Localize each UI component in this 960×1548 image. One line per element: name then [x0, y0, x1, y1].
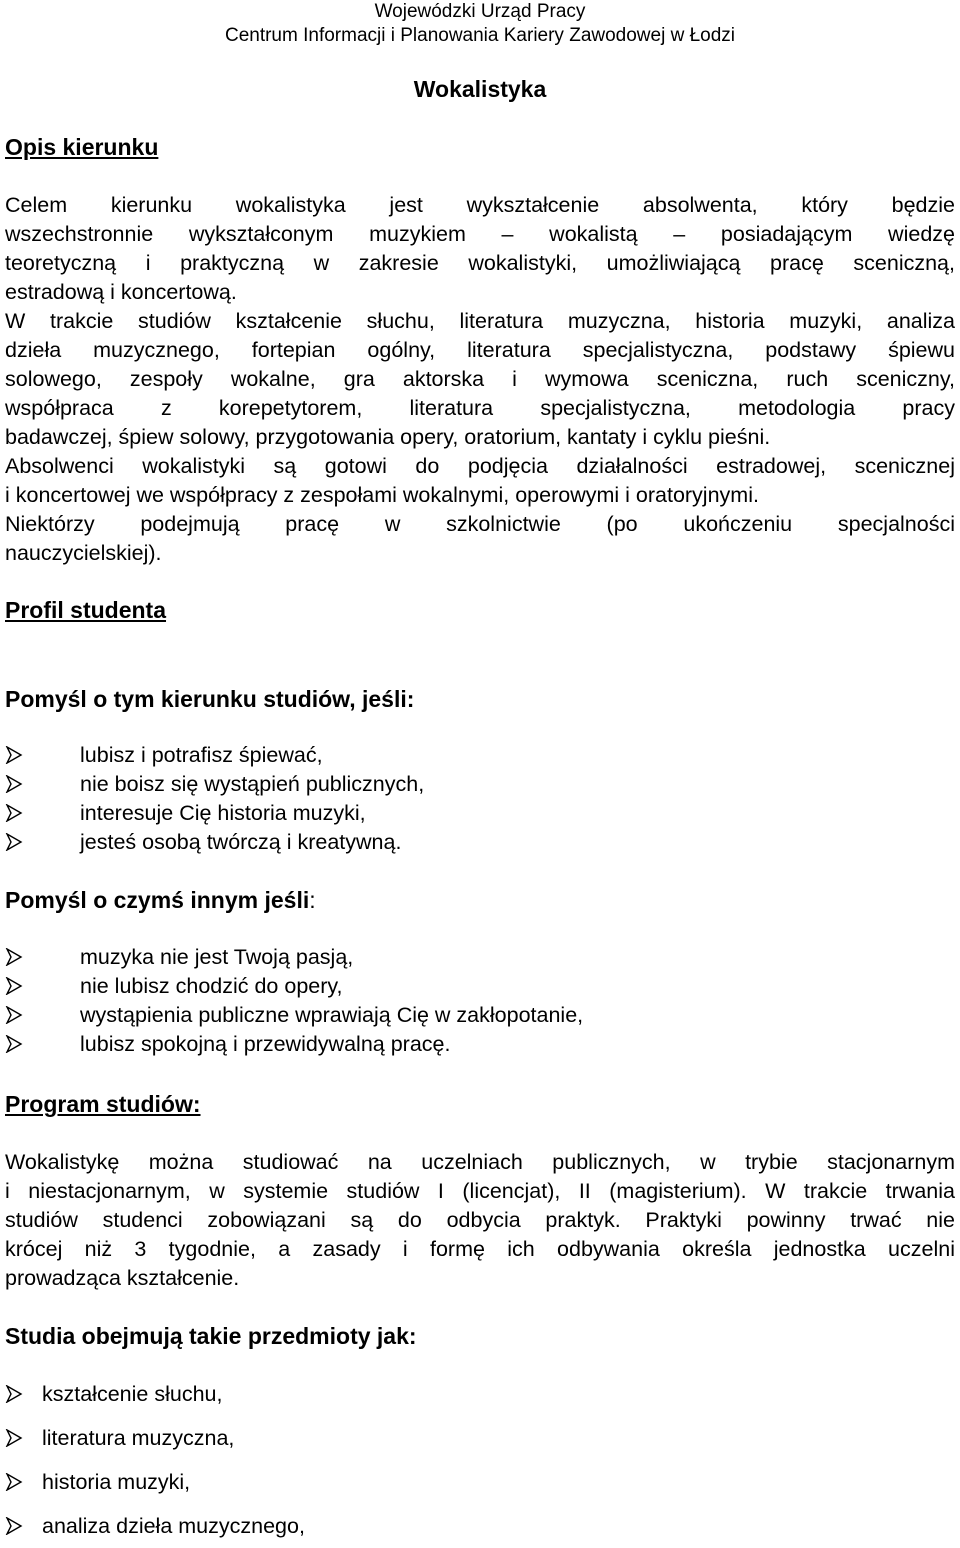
- section-heading-program: Program studiów:: [5, 1091, 201, 1117]
- text-line: estradową i koncertową.: [5, 280, 237, 304]
- list-item: [5, 972, 583, 1001]
- arrow-bullet-icon: [5, 1517, 23, 1535]
- text-line: krócej niż 3 tygodnie, a zasady i formę ich odbywania określa jednostka uczelni: [5, 1237, 955, 1261]
- list-item: [5, 799, 424, 828]
- header-institution: Wojewódzki Urząd Pracy: [374, 1, 586, 22]
- arrow-bullet-icon: [5, 775, 23, 793]
- arrow-bullet-icon: [5, 1429, 23, 1447]
- arrow-bullet-icon: [5, 948, 23, 966]
- list-item: [5, 1001, 583, 1030]
- section-heading-opis: Opis kierunku: [5, 134, 159, 160]
- header-center: Centrum Informacji i Planowania Kariery Zawodowej w Łodzi: [224, 25, 736, 46]
- subheading-inne-text: Pomyśl o czymś innym jeśli: [5, 887, 310, 913]
- list-item-label: interesuje Cię historia muzyki,: [80, 801, 366, 825]
- list-item: [5, 1030, 583, 1059]
- list-item-label: jesteś osobą twórczą i kreatywną.: [80, 830, 402, 854]
- arrow-bullet-icon: [5, 1006, 23, 1024]
- text-line: badawczej, śpiew solowy, przygotowania opery, oratorium, kantaty i cyklu pieśni.: [5, 425, 771, 449]
- text-line: wszechstronnie wykształconym muzykiem – wokalistą – posiadającym wiedzę: [5, 222, 955, 246]
- page-header: [0, 0, 960, 48]
- text-line: nauczycielskiej).: [5, 541, 162, 565]
- list-item: [5, 1504, 305, 1548]
- list-item-label: analiza dzieła muzycznego,: [42, 1514, 305, 1538]
- arrow-bullet-icon: [5, 1035, 23, 1053]
- list-item: [5, 741, 424, 770]
- list-item-label: muzyka nie jest Twoją pasją,: [80, 945, 354, 969]
- list-item-label: nie lubisz chodzić do opery,: [80, 974, 343, 998]
- text-line: Celem kierunku wokalistyka jest wykształcenie absolwenta, który będzie: [5, 193, 955, 217]
- subheading-inne-colon: :: [309, 887, 316, 913]
- text-line: studiów studenci zobowiązani są do odbycia praktyk. Praktyki powinny trwać nie: [5, 1208, 955, 1232]
- list-item-label: historia muzyki,: [42, 1470, 191, 1494]
- arrow-bullet-icon: [5, 746, 23, 764]
- list-item-label: literatura muzyczna,: [42, 1426, 235, 1450]
- arrow-bullet-icon: [5, 1473, 23, 1491]
- page-title: Wokalistyka: [413, 76, 547, 102]
- text-line: W trakcie studiów kształcenie słuchu, literatura muzyczna, historia muzyki, analiza: [5, 309, 955, 333]
- arrow-bullet-icon: [5, 833, 23, 851]
- text-line: teoretyczną i praktyczną w zakresie wokalistyki, umożliwiającą pracę sceniczną,: [5, 251, 955, 275]
- list-przedmioty: [5, 1372, 305, 1548]
- subheading-przedmioty: Studia obejmują takie przedmioty jak:: [5, 1323, 417, 1349]
- list-item: [5, 828, 424, 857]
- text-line: i koncertowej we współpracy z zespołami wokalnymi, operowymi i oratoryjnymi.: [5, 483, 759, 507]
- list-item: [5, 1416, 305, 1460]
- subheading-inne: [5, 887, 316, 914]
- list-item: [5, 1372, 305, 1416]
- list-inne: [5, 943, 583, 1059]
- paragraph-program: [5, 1148, 955, 1293]
- text-line: solowego, zespoły wokalne, gra aktorska i wymowa sceniczna, ruch sceniczny,: [5, 367, 955, 391]
- list-item-label: nie boisz się wystąpień publicznych,: [80, 772, 425, 796]
- text-line: Absolwenci wokalistyki są gotowi do podjęcia działalności estradowej, scenicznej: [5, 454, 955, 478]
- text-line: Wokalistykę można studiować na uczelniach publicznych, w trybie stacjonarnym: [5, 1150, 955, 1174]
- arrow-bullet-icon: [5, 977, 23, 995]
- list-item: [5, 770, 424, 799]
- arrow-bullet-icon: [5, 1385, 23, 1403]
- text-line: dzieła muzycznego, fortepian ogólny, literatura specjalistyczna, podstawy śpiewu: [5, 338, 955, 362]
- list-item: [5, 1460, 305, 1504]
- text-line: prowadząca kształcenie.: [5, 1266, 240, 1290]
- section-heading-profil: Profil studenta: [5, 597, 167, 623]
- arrow-bullet-icon: [5, 804, 23, 822]
- list-item-label: kształcenie słuchu,: [42, 1382, 223, 1406]
- text-line: i niestacjonarnym, w systemie studiów I (licencjat), II (magisterium). W trakcie trwania: [5, 1179, 955, 1203]
- list-item-label: wystąpienia publiczne wprawiają Cię w zakłopotanie,: [80, 1003, 584, 1027]
- list-pomysl: [5, 741, 424, 857]
- list-item-label: lubisz i potrafisz śpiewać,: [80, 743, 323, 767]
- text-line: Niektórzy podejmują pracę w szkolnictwie (po ukończeniu specjalności: [5, 512, 955, 536]
- list-item: [5, 943, 583, 972]
- subheading-pomysl: Pomyśl o tym kierunku studiów, jeśli:: [5, 686, 415, 712]
- list-item-label: lubisz spokojną i przewidywalną pracę.: [80, 1032, 451, 1056]
- text-line: współpraca z korepetytorem, literatura specjalistyczna, metodologia pracy: [5, 396, 955, 420]
- paragraph-opis-1: [5, 191, 955, 568]
